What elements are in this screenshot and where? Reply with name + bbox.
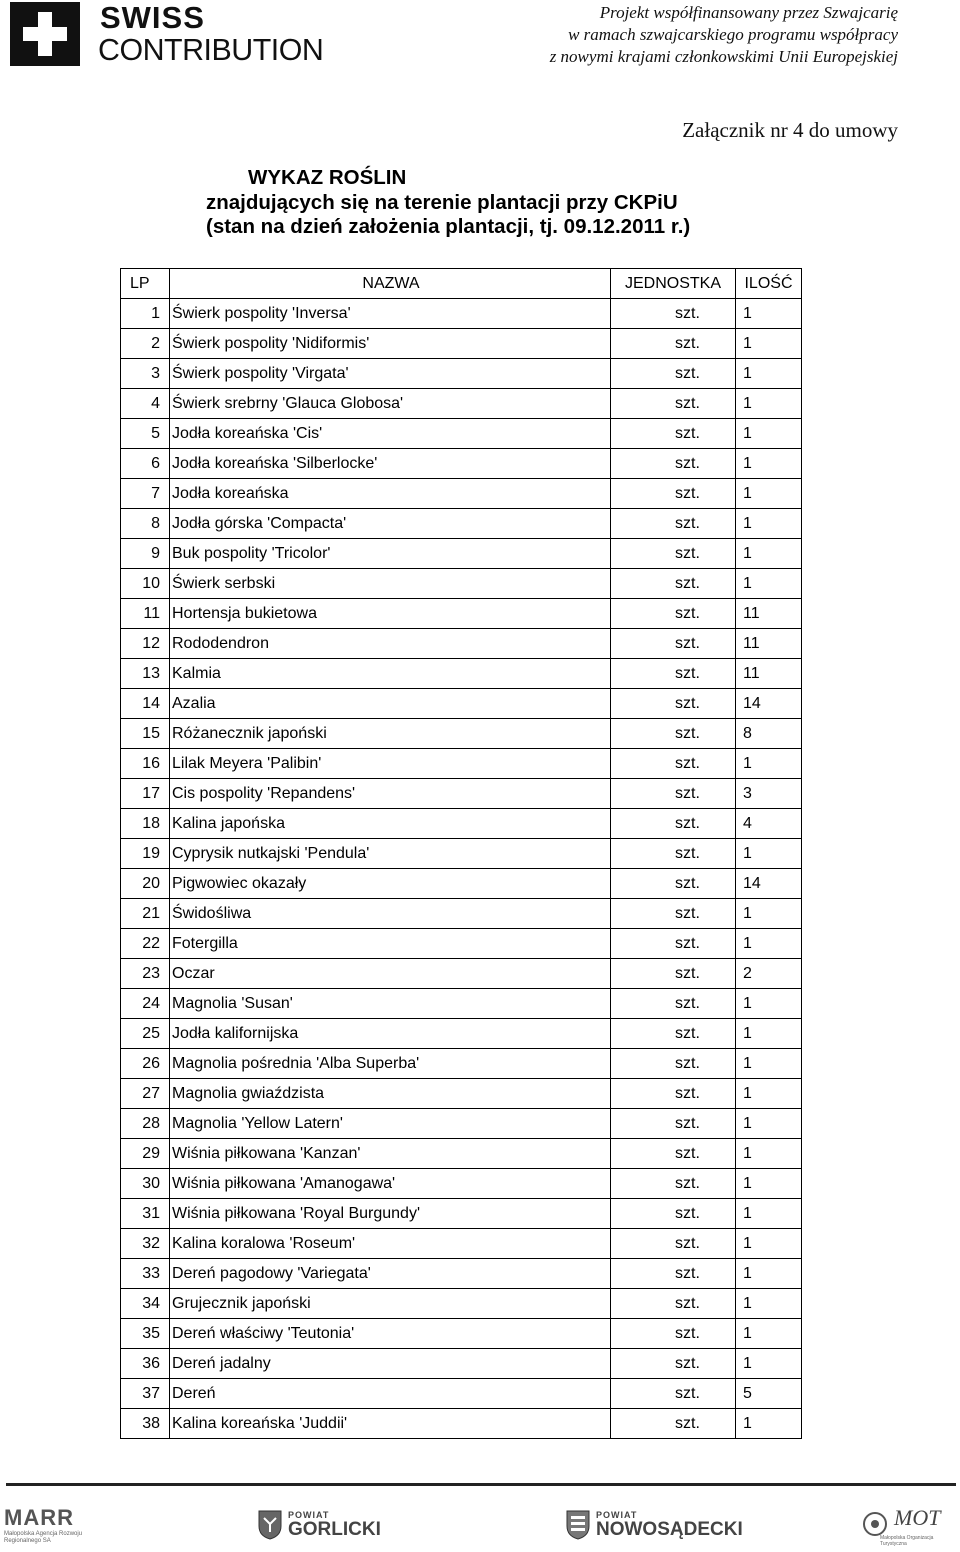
cell-lp: 11 [121, 599, 170, 629]
unit-text: szt. [675, 544, 700, 562]
cell-name: Kalina koralowa 'Roseum' [170, 1229, 611, 1259]
table-row [121, 929, 802, 959]
cell-lp: 12 [121, 629, 170, 659]
cell-unit [611, 299, 736, 329]
cell-lp: 37 [121, 1379, 170, 1409]
unit-text: szt. [675, 1114, 700, 1132]
cell-unit [611, 1199, 736, 1229]
unit-text: szt. [675, 1264, 700, 1282]
cell-qty: 11 [736, 629, 802, 659]
mot-logo-subtitle: Małopolska Organizacja Turystyczna [880, 1535, 934, 1547]
cell-name: Rododendron [170, 629, 611, 659]
table-row [121, 1349, 802, 1379]
cell-lp: 38 [121, 1409, 170, 1439]
cell-qty: 1 [736, 299, 802, 329]
cell-unit [611, 539, 736, 569]
cell-qty: 1 [736, 1229, 802, 1259]
table-row [121, 1229, 802, 1259]
table-row [121, 1169, 802, 1199]
cell-name: Różanecznik japoński [170, 719, 611, 749]
cell-name: Wiśnia piłkowana 'Kanzan' [170, 1139, 611, 1169]
table-row [121, 1289, 802, 1319]
cell-qty: 1 [736, 1109, 802, 1139]
cell-name: Dereń pagodowy 'Variegata' [170, 1259, 611, 1289]
marr-logo-subtitle: Małopolska Agencja Rozwoju Regionalnego SA [4, 1531, 83, 1544]
cell-qty: 1 [736, 569, 802, 599]
table-header-row [121, 269, 802, 299]
cell-lp: 36 [121, 1349, 170, 1379]
table-row [121, 329, 802, 359]
table-row [121, 959, 802, 989]
cell-qty: 8 [736, 719, 802, 749]
table-row [121, 1139, 802, 1169]
logo-word-contribution: CONTRIBUTION [98, 32, 324, 67]
cell-unit [611, 479, 736, 509]
unit-text: szt. [675, 784, 700, 802]
cell-lp: 24 [121, 989, 170, 1019]
cell-name: Świdośliwa [170, 899, 611, 929]
cell-unit [611, 1139, 736, 1169]
cofinancing-note-line: w ramach szwajcarskiego programu współpracy [568, 25, 898, 44]
cell-unit [611, 629, 736, 659]
mot-logo [860, 1505, 956, 1545]
cell-lp: 14 [121, 689, 170, 719]
cell-qty: 1 [736, 1049, 802, 1079]
cell-name: Kalmia [170, 659, 611, 689]
cell-name: Dereń jadalny [170, 1349, 611, 1379]
unit-text: szt. [675, 304, 700, 322]
cell-name: Magnolia 'Yellow Latern' [170, 1109, 611, 1139]
cell-name: Wiśnia piłkowana 'Royal Burgundy' [170, 1199, 611, 1229]
cell-qty: 1 [736, 479, 802, 509]
title-line: znajdujących się na terenie plantacji przy CKPiU [206, 190, 678, 214]
cell-name: Wiśnia piłkowana 'Amanogawa' [170, 1169, 611, 1199]
cell-unit [611, 749, 736, 779]
title-line: (stan na dzień założenia plantacji, tj. 09.12.2011 r.) [206, 215, 691, 238]
cell-name: Świerk pospolity 'Virgata' [170, 359, 611, 389]
cell-unit [611, 839, 736, 869]
cell-name: Świerk pospolity 'Inversa' [170, 299, 611, 329]
cell-unit [611, 599, 736, 629]
cell-lp: 2 [121, 329, 170, 359]
column-header-lp: LP [121, 269, 170, 299]
table-row [121, 659, 802, 689]
table-row [121, 869, 802, 899]
cell-unit [611, 1109, 736, 1139]
unit-text: szt. [675, 1024, 700, 1042]
cell-lp: 21 [121, 899, 170, 929]
cell-unit [611, 929, 736, 959]
cell-name: Świerk pospolity 'Nidiformis' [170, 329, 611, 359]
column-header-name: NAZWA [170, 269, 611, 299]
unit-text: szt. [675, 334, 700, 352]
cell-unit [611, 959, 736, 989]
table-row [121, 1319, 802, 1349]
unit-text: szt. [675, 514, 700, 532]
unit-text: szt. [675, 394, 700, 412]
cell-name: Dereń właściwy 'Teutonia' [170, 1319, 611, 1349]
unit-text: szt. [675, 634, 700, 652]
unit-text: szt. [675, 994, 700, 1012]
cell-qty: 1 [736, 1289, 802, 1319]
cell-qty: 1 [736, 1199, 802, 1229]
table-row [121, 479, 802, 509]
cofinancing-note-line: z nowymi krajami członkowskimi Unii Europejskiej [549, 47, 898, 66]
cell-unit [611, 449, 736, 479]
unit-text: szt. [675, 964, 700, 982]
cell-qty: 1 [736, 1169, 802, 1199]
cell-unit [611, 899, 736, 929]
table-row [121, 299, 802, 329]
column-header-qty: ILOŚĆ [736, 269, 802, 299]
unit-text: szt. [675, 1234, 700, 1252]
cell-qty: 14 [736, 869, 802, 899]
footer-divider [6, 1483, 956, 1486]
table-row [121, 689, 802, 719]
table-row [121, 749, 802, 779]
cell-name: Lilak Meyera 'Palibin' [170, 749, 611, 779]
table-row [121, 509, 802, 539]
cell-qty: 1 [736, 539, 802, 569]
cell-name: Oczar [170, 959, 611, 989]
cell-unit [611, 659, 736, 689]
unit-text: szt. [675, 724, 700, 742]
cell-qty: 14 [736, 689, 802, 719]
unit-text: szt. [675, 1204, 700, 1222]
table-row [121, 899, 802, 929]
unit-text: szt. [675, 1174, 700, 1192]
cell-name: Cis pospolity 'Repandens' [170, 779, 611, 809]
unit-text: szt. [675, 754, 700, 772]
cell-qty: 2 [736, 959, 802, 989]
cell-name: Jodła koreańska 'Silberlocke' [170, 449, 611, 479]
cell-lp: 7 [121, 479, 170, 509]
table-row [121, 779, 802, 809]
cell-lp: 28 [121, 1109, 170, 1139]
cell-lp: 32 [121, 1229, 170, 1259]
cell-qty: 11 [736, 599, 802, 629]
cell-unit [611, 389, 736, 419]
cell-lp: 9 [121, 539, 170, 569]
table-body [121, 299, 802, 1439]
cell-qty: 1 [736, 929, 802, 959]
logo-word-swiss: SWISS [100, 0, 205, 35]
unit-text: szt. [675, 664, 700, 682]
table-row [121, 629, 802, 659]
powiat-name: GORLICKI [288, 1519, 381, 1540]
table-row [121, 1109, 802, 1139]
title-line: WYKAZ ROŚLIN [248, 166, 407, 189]
unit-text: szt. [675, 1384, 700, 1402]
cell-name: Fotergilla [170, 929, 611, 959]
cell-lp: 22 [121, 929, 170, 959]
table-row [121, 1259, 802, 1289]
cell-unit [611, 569, 736, 599]
cell-name: Azalia [170, 689, 611, 719]
cell-lp: 34 [121, 1289, 170, 1319]
cell-qty: 1 [736, 389, 802, 419]
table-row [121, 389, 802, 419]
table-row [121, 539, 802, 569]
unit-text: szt. [675, 364, 700, 382]
cell-name: Świerk serbski [170, 569, 611, 599]
powiat-name: NOWOSĄDECKI [596, 1519, 743, 1540]
cell-lp: 29 [121, 1139, 170, 1169]
cell-unit [611, 1259, 736, 1289]
cell-lp: 1 [121, 299, 170, 329]
cell-qty: 1 [736, 1259, 802, 1289]
table-row [121, 569, 802, 599]
document-title [206, 166, 690, 240]
cell-name: Dereń [170, 1379, 611, 1409]
cell-qty: 11 [736, 659, 802, 689]
attachment-label: Załącznik nr 4 do umowy [682, 118, 898, 142]
cell-unit [611, 719, 736, 749]
cell-unit [611, 329, 736, 359]
cell-lp: 4 [121, 389, 170, 419]
cell-unit [611, 1169, 736, 1199]
cell-name: Kalina japońska [170, 809, 611, 839]
cofinancing-note-line: Projekt współfinansowany przez Szwajcarię [599, 3, 898, 22]
marr-logo [4, 1505, 84, 1545]
unit-text: szt. [675, 934, 700, 952]
table-row [121, 839, 802, 869]
cell-qty: 1 [736, 989, 802, 1019]
cell-unit [611, 869, 736, 899]
cell-lp: 17 [121, 779, 170, 809]
cell-lp: 5 [121, 419, 170, 449]
cell-lp: 33 [121, 1259, 170, 1289]
cell-unit [611, 1079, 736, 1109]
coat-of-arms-icon [258, 1510, 282, 1540]
cell-qty: 4 [736, 809, 802, 839]
unit-text: szt. [675, 904, 700, 922]
cell-unit [611, 989, 736, 1019]
powiat-gorlicki-text [288, 1510, 381, 1540]
table-row [121, 989, 802, 1019]
table-row [121, 1049, 802, 1079]
cell-unit [611, 359, 736, 389]
cell-unit [611, 1229, 736, 1259]
cell-unit [611, 689, 736, 719]
cell-lp: 20 [121, 869, 170, 899]
cell-qty: 1 [736, 1079, 802, 1109]
coat-of-arms-icon [566, 1510, 590, 1540]
table-row [121, 449, 802, 479]
cell-name: Buk pospolity 'Tricolor' [170, 539, 611, 569]
cell-unit [611, 809, 736, 839]
mot-logo-name: MOT [894, 1505, 941, 1530]
cell-name: Magnolia gwiaździsta [170, 1079, 611, 1109]
cell-qty: 1 [736, 1349, 802, 1379]
swiss-cross-icon [10, 2, 80, 66]
cell-qty: 1 [736, 1319, 802, 1349]
cell-qty: 1 [736, 359, 802, 389]
table-row [121, 1019, 802, 1049]
cell-qty: 1 [736, 329, 802, 359]
cell-name: Jodła górska 'Compacta' [170, 509, 611, 539]
cell-qty: 1 [736, 839, 802, 869]
cell-name: Kalina koreańska 'Juddii' [170, 1409, 611, 1439]
cell-name: Magnolia pośrednia 'Alba Superba' [170, 1049, 611, 1079]
cell-unit [611, 1379, 736, 1409]
cell-lp: 30 [121, 1169, 170, 1199]
unit-text: szt. [675, 844, 700, 862]
cell-lp: 8 [121, 509, 170, 539]
cell-qty: 1 [736, 1019, 802, 1049]
unit-text: szt. [675, 1084, 700, 1102]
cell-lp: 19 [121, 839, 170, 869]
cell-lp: 35 [121, 1319, 170, 1349]
cofinancing-note [550, 2, 898, 68]
unit-text: szt. [675, 694, 700, 712]
cell-name: Magnolia 'Susan' [170, 989, 611, 1019]
cell-qty: 1 [736, 449, 802, 479]
cell-unit [611, 509, 736, 539]
cell-lp: 10 [121, 569, 170, 599]
marr-logo-name: MARR [4, 1505, 74, 1530]
powiat-label: POWIAT [288, 1510, 330, 1520]
cell-unit [611, 1409, 736, 1439]
cell-name: Grujecznik japoński [170, 1289, 611, 1319]
plants-table [120, 268, 802, 1439]
table-row [121, 809, 802, 839]
unit-text: szt. [675, 574, 700, 592]
unit-text: szt. [675, 874, 700, 892]
cell-qty: 5 [736, 1379, 802, 1409]
cell-name: Jodła koreańska 'Cis' [170, 419, 611, 449]
column-header-unit: JEDNOSTKA [611, 269, 736, 299]
cell-unit [611, 1289, 736, 1319]
cell-unit [611, 1019, 736, 1049]
cell-lp: 13 [121, 659, 170, 689]
table-row [121, 359, 802, 389]
cell-qty: 1 [736, 749, 802, 779]
unit-text: szt. [675, 424, 700, 442]
table-row [121, 1409, 802, 1439]
powiat-gorlicki-logo [258, 1505, 381, 1545]
cell-name: Jodła koreańska [170, 479, 611, 509]
cell-qty: 1 [736, 1139, 802, 1169]
cell-name: Hortensja bukietowa [170, 599, 611, 629]
cell-qty: 1 [736, 509, 802, 539]
cell-lp: 18 [121, 809, 170, 839]
cell-qty: 3 [736, 779, 802, 809]
cell-lp: 26 [121, 1049, 170, 1079]
unit-text: szt. [675, 604, 700, 622]
unit-text: szt. [675, 1324, 700, 1342]
table-row [121, 1199, 802, 1229]
cell-name: Jodła kalifornijska [170, 1019, 611, 1049]
table-row [121, 1379, 802, 1409]
unit-text: szt. [675, 814, 700, 832]
cell-lp: 3 [121, 359, 170, 389]
cell-unit [611, 1049, 736, 1079]
unit-text: szt. [675, 454, 700, 472]
cell-name: Cyprysik nutkajski 'Pendula' [170, 839, 611, 869]
table-row [121, 599, 802, 629]
unit-text: szt. [675, 484, 700, 502]
cell-unit [611, 1319, 736, 1349]
table-row [121, 1079, 802, 1109]
powiat-nowosadecki-logo [566, 1505, 743, 1545]
unit-text: szt. [675, 1354, 700, 1372]
powiat-nowosadecki-text [596, 1510, 743, 1540]
cell-lp: 15 [121, 719, 170, 749]
cell-unit [611, 419, 736, 449]
cell-name: Pigwowiec okazały [170, 869, 611, 899]
unit-text: szt. [675, 1294, 700, 1312]
table-row [121, 719, 802, 749]
cell-lp: 23 [121, 959, 170, 989]
cell-lp: 25 [121, 1019, 170, 1049]
cell-qty: 1 [736, 1409, 802, 1439]
swiss-contribution-logo [10, 2, 330, 72]
cell-lp: 16 [121, 749, 170, 779]
cell-lp: 27 [121, 1079, 170, 1109]
unit-text: szt. [675, 1054, 700, 1072]
cell-qty: 1 [736, 419, 802, 449]
cell-unit [611, 1349, 736, 1379]
powiat-label: POWIAT [596, 1510, 638, 1520]
cell-qty: 1 [736, 899, 802, 929]
table-row [121, 419, 802, 449]
cell-lp: 31 [121, 1199, 170, 1229]
unit-text: szt. [675, 1144, 700, 1162]
cell-name: Świerk srebrny 'Glauca Globosa' [170, 389, 611, 419]
cell-unit [611, 779, 736, 809]
cell-lp: 6 [121, 449, 170, 479]
unit-text: szt. [675, 1414, 700, 1432]
